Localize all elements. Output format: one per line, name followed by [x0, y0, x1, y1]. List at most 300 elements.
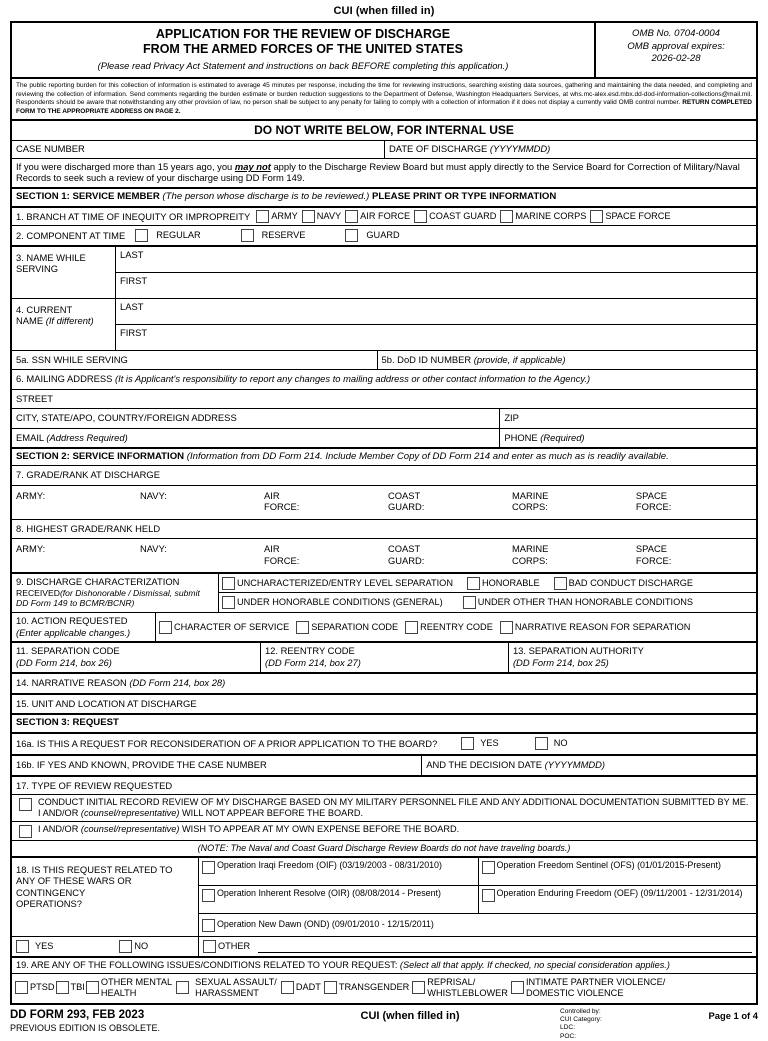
checkbox-icon[interactable]	[56, 981, 69, 994]
item9-label-received: RECEIVED	[16, 587, 60, 598]
branch-label-air-force: AIR FORCE	[360, 210, 411, 221]
item13-separation-authority-field[interactable]	[508, 643, 756, 672]
item12-label: 12. REENTRY CODE	[264, 645, 355, 657]
item8-highest-grade-row	[12, 520, 756, 540]
checkbox-icon[interactable]	[176, 981, 189, 994]
email-field[interactable]	[12, 429, 499, 448]
item9-label-cell	[12, 574, 218, 612]
item3-name-fields	[115, 247, 756, 298]
item8-marine-corps-label: MARINE	[511, 543, 549, 555]
item7-marine-corps-field[interactable]	[508, 486, 632, 519]
component-label-reserve: RESERVE	[261, 229, 306, 240]
item19-heading-row	[12, 958, 756, 974]
item9-discharge-characterization-row	[12, 574, 756, 613]
item19-options-cell	[12, 974, 756, 1003]
item13-label: 13. SEPARATION AUTHORITY	[512, 645, 644, 657]
item16b-decision-hint: (YYYYMMDD)	[544, 759, 606, 771]
issue-option-tbi[interactable]	[56, 981, 85, 994]
operation-option-oir[interactable]	[199, 886, 478, 913]
footer-controlled-by: Controlled by:	[560, 1007, 601, 1015]
item18-yesno-cell	[12, 937, 198, 956]
case-number-row	[12, 141, 756, 159]
branch-option-navy[interactable]	[302, 210, 341, 223]
checkbox-icon[interactable]	[302, 210, 315, 223]
item15-field[interactable]	[12, 695, 756, 714]
footer-form-id-block	[10, 1008, 260, 1035]
item7-marine-corps-label: MARINE	[511, 489, 549, 501]
item3-last-field[interactable]	[116, 247, 756, 273]
checkbox-icon[interactable]	[86, 981, 99, 994]
footer-control-block	[560, 1008, 680, 1041]
component-option-reserve[interactable]	[241, 229, 306, 242]
operation-option-ond[interactable]	[199, 914, 756, 936]
operation-label-ofs: Operation Freedom Sentinel (OFS) (01/01/2015-Present)	[496, 859, 721, 870]
checkbox-icon[interactable]	[412, 981, 425, 994]
item10-label: 10. ACTION REQUESTED	[16, 615, 128, 627]
checkbox-icon[interactable]	[405, 621, 418, 634]
item7-coast-guard-label2: GUARD:	[387, 501, 425, 513]
item17-label: 17. TYPE OF REVIEW REQUESTED	[16, 779, 173, 791]
item7-air-force-label: AIR	[263, 489, 280, 501]
item5a-label: 5a. SSN WHILE SERVING	[16, 353, 128, 365]
checkbox-icon[interactable]	[324, 981, 337, 994]
item18-label-cell	[12, 858, 198, 936]
footer-page-number: Page 1 of 4	[708, 1009, 758, 1021]
item9-label-hint: (for Dishonorable / Dismissal, submit DD Form 149 to BCMR/BCNR)	[16, 587, 200, 609]
checkbox-icon[interactable]	[16, 940, 29, 953]
city-state-field[interactable]	[12, 409, 499, 428]
item8-air-force-label2: FORCE:	[263, 554, 300, 566]
paperwork-burden-statement	[12, 79, 756, 121]
item4-label	[12, 299, 115, 350]
item3-last-label: LAST	[120, 248, 144, 260]
item16a-label-no: NO	[553, 738, 568, 749]
item17-option1[interactable]	[12, 795, 756, 820]
item9-option-uncharacterized[interactable]	[222, 577, 453, 590]
checkbox-icon[interactable]	[202, 919, 215, 932]
date-of-discharge-field[interactable]	[384, 141, 756, 158]
item18-other-cell	[198, 937, 756, 956]
form-title-block	[12, 23, 594, 77]
item9-label-under-honorable: UNDER HONORABLE CONDITIONS (GENERAL)	[237, 597, 443, 608]
item5b-hint: (provide, if applicable)	[473, 353, 566, 365]
form-title-line1: APPLICATION FOR THE REVIEW OF DISCHARGE	[155, 27, 451, 41]
issue-label-ptsd: PTSD	[30, 982, 55, 993]
internal-use-banner: DO NOT WRITE BELOW, FOR INTERNAL USE	[12, 121, 756, 141]
case-number-label: CASE NUMBER	[16, 143, 85, 155]
checkbox-icon[interactable]	[296, 621, 309, 634]
item17-option1-text	[38, 797, 753, 818]
checkbox-icon[interactable]	[463, 596, 476, 609]
fifteen-year-notice-row	[12, 159, 756, 189]
item10-label-character-of-service: CHARACTER OF SERVICE	[174, 621, 290, 632]
item9-options-row1	[219, 574, 756, 593]
item7-army-label: ARMY:	[16, 489, 46, 501]
branch-label-marine-corps: MARINE CORPS	[515, 210, 587, 221]
item1-branch-row	[12, 208, 756, 226]
item16a-cell	[12, 734, 756, 754]
issue-label-reprisal-whistleblower: REPRISAL/ WHISTLEBLOWER	[427, 976, 508, 998]
item16a-label-yes: YES	[480, 738, 499, 749]
item3-first-field[interactable]	[116, 273, 756, 298]
item8-air-force-label: AIR	[263, 543, 280, 555]
operation-label-oef: Operation Enduring Freedom (OEF) (09/11/2001 - 12/31/2014)	[496, 887, 743, 898]
item14-field[interactable]	[12, 674, 756, 693]
item8-branch-fields-row	[12, 539, 756, 574]
item16b-decision-date-field[interactable]	[421, 756, 756, 775]
issue-label-other-mental-health: OTHER MENTAL HEALTH	[100, 976, 173, 998]
item18-option-other[interactable]	[203, 940, 250, 953]
item4-name-fields	[115, 299, 756, 350]
item18-yesno-row	[12, 937, 756, 958]
checkbox-icon[interactable]	[467, 577, 480, 590]
operation-label-oir: Operation Inherent Resolve (OIR) (08/08/2014 - Present)	[217, 887, 441, 898]
city-zip-row	[12, 409, 756, 429]
item16b-row	[12, 756, 756, 777]
item10-label-narrative-reason: NARRATIVE REASON FOR SEPARATION	[514, 621, 691, 632]
issue-option-transgender[interactable]	[324, 981, 409, 994]
checkbox-icon[interactable]	[500, 210, 513, 223]
item17-note: (NOTE: The Naval and Coast Guard Discharge Review Boards do not have traveling boards.)	[197, 842, 571, 853]
street-row	[12, 390, 756, 410]
item8-army-field[interactable]	[12, 539, 136, 572]
phone-hint: (Required)	[540, 431, 585, 443]
item18-label-line1: 18. IS THIS REQUEST RELATED TO	[16, 863, 173, 875]
component-label-guard: GUARD	[366, 229, 400, 240]
item2-component-row	[12, 226, 756, 247]
branch-option-coast-guard[interactable]	[414, 210, 496, 223]
item8-army-label: ARMY:	[16, 543, 46, 555]
items-11-12-13-row	[12, 643, 756, 674]
phone-label: PHONE	[504, 431, 538, 443]
item9-option-bad-conduct[interactable]	[554, 577, 693, 590]
item4-label-line1: 4. CURRENT	[16, 303, 73, 315]
item8-navy-label: NAVY:	[139, 543, 167, 555]
item17-option1-part-a: CONDUCT INITIAL RECORD REVIEW OF MY DISCHARGE BASED ON MY MILITARY PERSONNEL FILE AND ANY ADDITIONAL DOCUMENTATION SUBMITTED BY ME. I AND/OR	[38, 797, 749, 818]
checkbox-icon[interactable]	[202, 889, 215, 902]
item3-label	[12, 247, 115, 298]
item5b-dodid-field[interactable]	[377, 351, 756, 370]
issue-option-sexual-assault[interactable]	[176, 977, 277, 999]
item16a-option-yes[interactable]	[461, 737, 498, 750]
item3-name-while-serving	[12, 247, 756, 299]
operation-option-ofs[interactable]	[478, 858, 757, 885]
issue-label-sexual-assault: SEXUAL ASSAULT/ HARASSMENT	[195, 976, 277, 998]
item17-option2-part-b: WISH TO APPEAR AT MY OWN EXPENSE BEFORE THE BOARD.	[179, 823, 460, 834]
item16b-decision-label: AND THE DECISION DATE	[426, 759, 543, 771]
item11-separation-code-field[interactable]	[12, 643, 260, 672]
item8-marine-corps-field[interactable]	[508, 539, 632, 572]
cui-header-banner: CUI (when filled in)	[333, 5, 435, 17]
issue-option-dadt[interactable]	[281, 981, 321, 994]
item5a-ssn-field[interactable]	[12, 351, 377, 370]
item17-option1-row	[12, 795, 756, 821]
item9-label-uncharacterized: UNCHARACTERIZED/ENTRY LEVEL SEPARATION	[237, 577, 453, 588]
fifteen-year-notice	[12, 159, 756, 187]
section3-heading-row	[12, 715, 756, 734]
item7-coast-guard-field[interactable]	[384, 486, 508, 519]
operation-label-ond: Operation New Dawn (OND) (09/01/2010 - 12/15/2011)	[217, 919, 434, 930]
item7-marine-corps-label2: CORPS:	[511, 501, 548, 513]
issue-option-intimate-partner-violence[interactable]	[511, 977, 665, 999]
checkbox-icon[interactable]	[222, 577, 235, 590]
item18-label-no: NO	[134, 940, 149, 951]
item18-operations-cell	[198, 858, 756, 936]
item14-label: 14. NARRATIVE REASON	[16, 677, 127, 689]
item5b-label: 5b. DoD ID NUMBER	[381, 353, 472, 365]
issue-option-ptsd[interactable]	[15, 981, 55, 994]
item8-label-cell	[12, 520, 756, 539]
item11-hint: (DD Form 214, box 26)	[16, 656, 112, 668]
item14-hint: (DD Form 214, box 28)	[129, 677, 226, 689]
item6-mailing-address-row	[12, 370, 756, 390]
item18-option-no[interactable]	[119, 940, 148, 953]
item18-ops-row3	[199, 914, 756, 936]
branch-option-space-force[interactable]	[590, 210, 670, 223]
item14-narrative-reason-row	[12, 674, 756, 695]
item9-option-other-than-honorable[interactable]	[463, 596, 693, 609]
item7-navy-field[interactable]	[136, 486, 260, 519]
item17-option2-part-a: I AND/OR	[38, 823, 81, 834]
item10-option-separation-code[interactable]	[296, 621, 398, 634]
street-field[interactable]	[12, 390, 756, 409]
section1-heading	[12, 189, 756, 206]
issue-option-other-mental-health[interactable]	[86, 977, 172, 999]
checkbox-icon[interactable]	[535, 737, 548, 750]
item10-label-separation-code: SEPARATION CODE	[311, 621, 399, 632]
checkbox-icon[interactable]	[281, 981, 294, 994]
item18-other-input[interactable]	[258, 943, 752, 953]
section1-heading-bold: SECTION 1: SERVICE MEMBER	[16, 190, 160, 202]
item8-air-force-field[interactable]	[260, 539, 384, 572]
checkbox-icon[interactable]	[19, 798, 32, 811]
omb-info-block	[594, 23, 756, 77]
checkbox-icon[interactable]	[345, 210, 358, 223]
omb-number: OMB No. 0704-0004	[632, 28, 720, 39]
form-footer	[10, 1008, 758, 1041]
checkbox-icon[interactable]	[511, 981, 524, 994]
footer-previous-edition: PREVIOUS EDITION IS OBSOLETE.	[10, 1022, 161, 1033]
item6-label-cell	[12, 370, 756, 389]
footer-cui-category: CUI Category:	[560, 1015, 602, 1023]
item4-last-field[interactable]	[116, 299, 756, 325]
item17-note-row	[12, 841, 756, 858]
item17-option2[interactable]	[12, 822, 756, 840]
component-label-regular: REGULAR	[156, 229, 201, 240]
item7-space-force-label: SPACE	[635, 489, 668, 501]
item7-grade-rank-row	[12, 466, 756, 486]
checkbox-icon[interactable]	[482, 861, 495, 874]
item9-label-line1: 9. DISCHARGE CHARACTERIZATION	[16, 576, 180, 588]
checkbox-icon[interactable]	[202, 861, 215, 874]
item18-label-line2: ANY OF THESE WARS OR	[16, 875, 132, 887]
item4-label-line2	[16, 315, 111, 327]
component-option-guard[interactable]	[345, 229, 399, 242]
item9-label-other-than-honorable: UNDER OTHER THAN HONORABLE CONDITIONS	[477, 597, 693, 608]
footer-form-id: DD FORM 293, FEB 2023	[10, 1008, 145, 1021]
checkbox-icon[interactable]	[461, 737, 474, 750]
item8-space-force-field[interactable]	[632, 539, 756, 572]
item4-first-field[interactable]	[116, 325, 756, 350]
checkbox-icon[interactable]	[159, 621, 172, 634]
email-label: EMAIL	[16, 431, 44, 443]
date-of-discharge-label: DATE OF DISCHARGE	[389, 143, 488, 155]
item16a-option-no[interactable]	[535, 737, 568, 750]
item4-label-name: NAME	[16, 315, 44, 327]
item9-option-under-honorable[interactable]	[222, 596, 443, 609]
item8-space-force-label: SPACE	[635, 543, 668, 555]
checkbox-icon[interactable]	[345, 229, 358, 242]
item7-label-cell	[12, 466, 756, 485]
case-number-field[interactable]	[12, 141, 384, 158]
item12-reentry-code-field[interactable]	[260, 643, 508, 672]
item7-branch-fields-row	[12, 486, 756, 520]
branch-option-marine-corps[interactable]	[500, 210, 586, 223]
notice-part-a: If you were discharged more than 15 years ago, you	[16, 160, 235, 172]
item8-marine-corps-label2: CORPS:	[511, 554, 548, 566]
item4-last-label: LAST	[120, 300, 144, 312]
item1-branch	[12, 208, 756, 225]
operation-option-oif[interactable]	[199, 858, 478, 885]
item4-current-name	[12, 299, 756, 351]
footer-cui-banner: CUI (when filled in)	[360, 1009, 460, 1022]
item19-hint: (Select all that apply. If checked, no special consideration applies.)	[397, 959, 670, 970]
item10-option-narrative-reason[interactable]	[500, 621, 691, 634]
item5-ssn-dodid-row	[12, 351, 756, 371]
item17-heading-row	[12, 777, 756, 796]
checkbox-icon[interactable]	[19, 825, 32, 838]
section1-heading-row	[12, 189, 756, 208]
item9-label-bad-conduct: BAD CONDUCT DISCHARGE	[568, 577, 694, 588]
checkbox-icon[interactable]	[203, 940, 216, 953]
form-header	[12, 23, 756, 79]
item4-label-if-different: (If different)	[45, 315, 94, 327]
section2-heading-row	[12, 449, 756, 466]
form-title-instruction: (Please read Privacy Act Statement and instructions on back BEFORE completing this application.)	[97, 60, 509, 71]
issue-label-tbi: TBI	[70, 982, 85, 993]
checkbox-icon[interactable]	[256, 210, 269, 223]
zip-field[interactable]	[499, 409, 756, 428]
item12-hint: (DD Form 214, box 27)	[264, 656, 361, 668]
item19-label: 19. ARE ANY OF THE FOLLOWING ISSUES/CONDITIONS RELATED TO YOUR REQUEST:	[16, 959, 398, 970]
notice-may-not: may not	[234, 160, 271, 172]
section2-heading	[12, 449, 756, 465]
item8-navy-field[interactable]	[136, 539, 260, 572]
item4-first-label: FIRST	[120, 326, 148, 338]
item7-label: 7. GRADE/RANK AT DISCHARGE	[16, 469, 160, 481]
section1-heading-italic: (The person whose discharge is to be reviewed.)	[159, 190, 372, 202]
zip-label: ZIP	[504, 412, 519, 424]
section1-heading-bold2: PLEASE PRINT OR TYPE INFORMATION	[372, 190, 557, 202]
item10-label-reentry-code: REENTRY CODE	[420, 621, 493, 632]
section3-heading: SECTION 3: REQUEST	[16, 717, 119, 729]
city-state-label: CITY, STATE/APO, COUNTRY/FOREIGN ADDRESS	[16, 412, 237, 424]
branch-option-army[interactable]	[256, 210, 298, 223]
item16b-label: 16b. IF YES AND KNOWN, PROVIDE THE CASE NUMBER	[16, 759, 267, 771]
item18-ops-row1	[199, 858, 756, 886]
item8-space-force-label2: FORCE:	[635, 554, 672, 566]
item7-air-force-label2: FORCE:	[263, 501, 300, 513]
issue-label-intimate-partner-violence: INTIMATE PARTNER VIOLENCE/ DOMESTIC VIOLENCE	[525, 976, 666, 998]
branch-option-air-force[interactable]	[345, 210, 410, 223]
checkbox-icon[interactable]	[241, 229, 254, 242]
item17-option1-italic: (counsel/representative)	[80, 807, 180, 818]
form-title-line2: FROM THE ARMED FORCES OF THE UNITED STATES	[143, 42, 463, 56]
item2-component	[12, 226, 756, 245]
notice-part-b: apply to the Discharge Review Board but must apply directly to the Service Board for Correction of Military/Naval Records to seek such a review of your discharge using DD Form 149.	[16, 160, 740, 184]
item10-option-character-of-service[interactable]	[159, 621, 289, 634]
component-option-regular[interactable]	[135, 229, 200, 242]
item15-unit-location-row	[12, 695, 756, 716]
item17-option2-row	[12, 822, 756, 841]
checkbox-icon[interactable]	[222, 596, 235, 609]
item18-label-line4: OPERATIONS?	[16, 898, 82, 910]
phone-field[interactable]	[499, 429, 756, 448]
item8-coast-guard-label: COAST	[387, 543, 421, 555]
item17-label-cell	[12, 777, 756, 795]
item6-label: 6. MAILING ADDRESS	[16, 373, 113, 385]
omb-expires-label: OMB approval expires:	[627, 40, 725, 52]
item15-label: 15. UNIT AND LOCATION AT DISCHARGE	[16, 697, 197, 709]
checkbox-icon[interactable]	[15, 981, 28, 994]
checkbox-icon[interactable]	[482, 889, 495, 902]
item2-label: 2. COMPONENT AT TIME	[16, 229, 126, 241]
item10-action-requested-row	[12, 613, 756, 643]
item10-hint: (Enter applicable changes.)	[16, 626, 131, 638]
checkbox-icon[interactable]	[119, 940, 132, 953]
operation-label-oif: Operation Iraqi Freedom (OIF) (03/19/2003 - 08/31/2010)	[217, 859, 442, 870]
item17-option2-italic: (counsel/representative)	[80, 823, 180, 834]
operation-option-oef[interactable]	[478, 886, 757, 913]
item3-first-label: FIRST	[120, 274, 148, 286]
item8-label: 8. HIGHEST GRADE/RANK HELD	[16, 522, 161, 534]
item8-coast-guard-label2: GUARD:	[387, 554, 425, 566]
checkbox-icon[interactable]	[414, 210, 427, 223]
item16a-row	[12, 734, 756, 756]
branch-label-coast-guard: COAST GUARD	[429, 210, 497, 221]
issue-label-dadt: DADT	[295, 982, 321, 993]
omb-expires-date: 2026-02-28	[651, 53, 701, 64]
form-body	[10, 21, 758, 1005]
item18-label-yes: YES	[35, 940, 54, 951]
item10-option-reentry-code[interactable]	[405, 621, 493, 634]
email-phone-row	[12, 429, 756, 450]
branch-label-army: ARMY	[271, 210, 298, 221]
item16b-case-number-field[interactable]	[12, 756, 421, 775]
item18-row	[12, 858, 756, 937]
item9-option-honorable[interactable]	[467, 577, 540, 590]
checkbox-icon[interactable]	[500, 621, 513, 634]
checkbox-icon[interactable]	[590, 210, 603, 223]
item7-space-force-field[interactable]	[632, 486, 756, 519]
item9-label-honorable: HONORABLE	[481, 577, 540, 588]
item17-option2-text	[38, 824, 459, 835]
item19-label-cell	[12, 958, 756, 973]
item19-options-row	[12, 974, 756, 1003]
issue-option-reprisal-whistleblower[interactable]	[412, 977, 508, 999]
item18-option-yes[interactable]	[16, 940, 53, 953]
item18-ops-row2	[199, 886, 756, 914]
item7-navy-label: NAVY:	[139, 489, 167, 501]
item7-air-force-field[interactable]	[260, 486, 384, 519]
checkbox-icon[interactable]	[554, 577, 567, 590]
item11-label: 11. SEPARATION CODE	[16, 645, 120, 657]
item7-army-field[interactable]	[12, 486, 136, 519]
footer-ldc: LDC:	[560, 1024, 576, 1032]
item8-coast-guard-field[interactable]	[384, 539, 508, 572]
checkbox-icon[interactable]	[135, 229, 148, 242]
date-of-discharge-format: (YYYYMMDD)	[489, 143, 551, 155]
